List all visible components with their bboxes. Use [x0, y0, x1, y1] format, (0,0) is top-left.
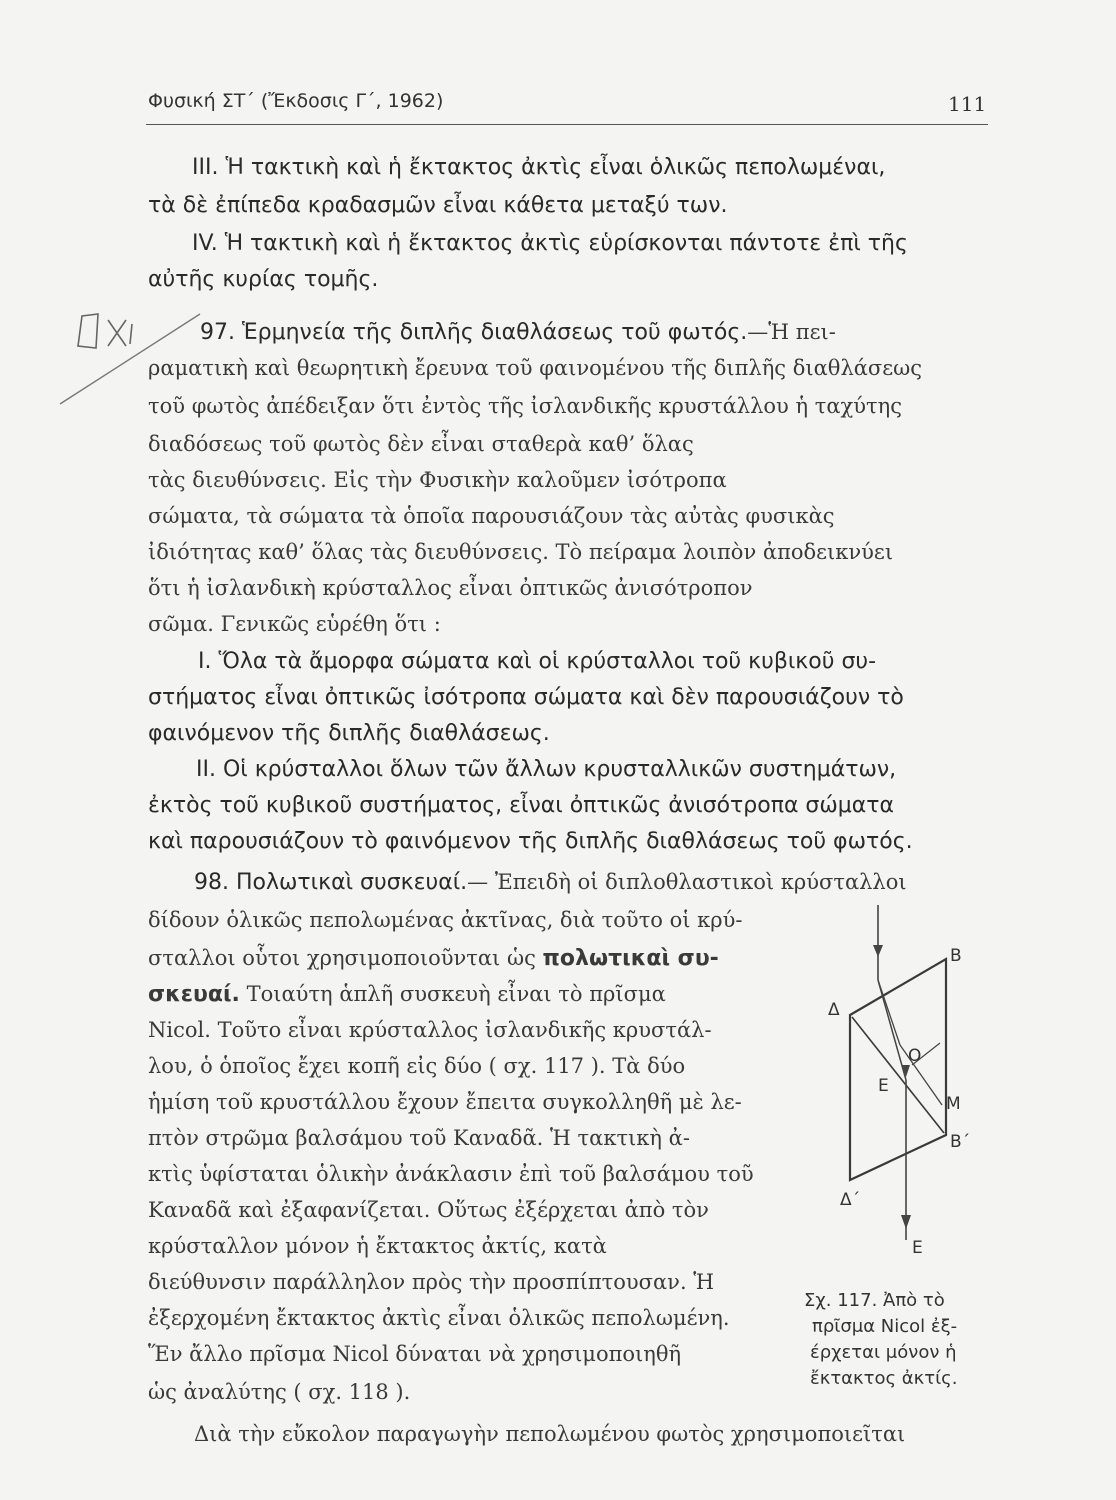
section-97-line-4: διαδόσεως τοῦ φωτὸς δὲν εἶναι σταθερὰ καθ’ ὅλας	[148, 432, 694, 456]
margin-note-text: Όχι	[78, 308, 80, 309]
figure-caption-line-4: ἔκτακτος ἀκτίς.	[810, 1368, 958, 1389]
section-98-line-3	[148, 944, 719, 973]
figure-caption-line-3: έρχεται μόνον ἡ	[810, 1342, 957, 1363]
section-97-line-7: ἰδιότητας καθ’ ὅλας τὰς διευθύνσεις. Τὸ πείραμα λοιπὸν ἀποδεικνύει	[148, 540, 894, 564]
item-iv-line-1: IV. Ἡ τακτικὴ καὶ ἡ ἔκτακτος ἀκτὶς εὑρίσκονται πάντοτε ἐπὶ τῆς	[192, 231, 908, 256]
section-98-line-6: λου, ὁ ὁποῖος ἔχει κοπῆ εἰς δύο ( σχ. 117 ). Τὰ δύο	[148, 1054, 686, 1078]
section-97-first-line	[200, 318, 836, 347]
section-98-first-line	[194, 868, 907, 897]
term-devices-end: σκευαί.	[148, 982, 240, 1007]
label-delta-prime: Δ΄	[840, 1190, 861, 1210]
section-98-line-15: ὡς ἀναλύτης ( σχ. 118 ).	[148, 1380, 411, 1404]
section-98-line-8: πτὸν στρῶμα βαλσάμου τοῦ Καναδᾶ. Ἡ τακτικὴ ἀ-	[148, 1126, 690, 1150]
term-polarizing-devices: πολωτικαὶ συ-	[542, 946, 719, 971]
section-98-line-2: δίδουν ὁλικῶς πεπολωμένας ἀκτῖνας, διὰ τοῦτο οἱ κρύ-	[148, 908, 743, 932]
section-98-line-14: Ἕν ἄλλο πρῖσμα Nicol δύναται νὰ χρησιμοποιηθῆ	[148, 1342, 682, 1366]
item-iii-line-2: τὰ δὲ ἐπίπεδα κραδασμῶν εἶναι κάθετα μεταξύ των.	[148, 193, 728, 218]
section-97-line-5: τὰς διευθύνσεις. Εἰς τὴν Φυσικὴν καλοῦμεν ἰσότροπα	[148, 468, 727, 492]
nicol-prism-figure	[800, 895, 1000, 1275]
section-98-line-13: ἐξερχομένη ἔκτακτος ἀκτὶς εἶναι ὁλικῶς πεπολωμένη.	[148, 1306, 730, 1330]
item-i-line-1: I. Ὅλα τὰ ἄμορφα σώματα καὶ οἱ κρύσταλλοι τοῦ κυβικοῦ συ-	[198, 649, 877, 674]
section-97-text-start: —Ἡ πει-	[747, 320, 836, 344]
section-97-line-2: ραματικὴ καὶ θεωρητικὴ ἔρευνα τοῦ φαινομένου τῆς διπλῆς διαθλάσεως	[148, 356, 923, 380]
incident-ray-arrow	[873, 945, 883, 957]
item-ii-line-2: ἐκτὸς τοῦ κυβικοῦ συστήματος, εἶναι ὀπτικῶς ἀνισότροπα σώματα	[148, 793, 895, 818]
prism-outline	[850, 959, 946, 1180]
section-98-text-start: — Ἐπειδὴ οἱ διπλοθλαστικοὶ κρύσταλλοι	[467, 870, 907, 894]
running-title: Φυσική ΣΤ΄ (Ἔκδοσις Γ΄, 1962)	[148, 90, 444, 112]
label-m: M	[946, 1094, 961, 1114]
section-98-line-4-text: Τοιαύτη ἁπλῆ συσκευὴ εἶναι τὸ πρῖσμα	[246, 982, 666, 1006]
item-i-line-2: στήματος εἶναι ὀπτικῶς ἰσότροπα σώματα καὶ δὲν παρουσιάζουν τὸ	[148, 685, 904, 710]
section-98-line-12: διεύθυνσιν παράλληλον πρὸς τὴν προσπίπτουσαν. Ἡ	[148, 1270, 715, 1294]
section-98-line-10: Καναδᾶ καὶ ἐξαφανίζεται. Οὕτως ἐξέρχεται ἀπὸ τὸν	[148, 1198, 709, 1222]
item-i-line-3: φαινόμενον τῆς διπλῆς διαθλάσεως.	[148, 721, 550, 746]
section-98-line-3-text: σταλλοι οὗτοι χρησιμοποιοῦνται ὡς	[148, 946, 536, 970]
label-e-inner: E	[878, 1076, 889, 1096]
section-97-line-6: σώματα, τὰ σώματα τὰ ὁποῖα παρουσιάζουν τὰς αὐτὰς φυσικὰς	[148, 504, 835, 528]
figure-caption-line-1: Σχ. 117. Ἀπὸ τὸ	[804, 1290, 945, 1311]
section-98-line-11: κρύσταλλον μόνον ἡ ἔκτακτος ἀκτίς, κατὰ	[148, 1234, 607, 1258]
label-b: B	[950, 946, 962, 966]
section-98-heading: 98. Πολωτικαὶ συσκευαί.	[194, 870, 468, 895]
section-97-line-9: σῶμα. Γενικῶς εὑρέθη ὅτι :	[148, 612, 441, 636]
page-number: 111	[948, 92, 987, 116]
section-97-heading: 97. Ἑρμηνεία τῆς διπλῆς διαθλάσεως τοῦ φωτός.	[200, 320, 748, 345]
label-e-out: E	[912, 1238, 923, 1258]
emergent-ray-arrow	[901, 1215, 911, 1229]
section-97-line-3: τοῦ φωτὸς ἀπέδειξαν ὅτι ἐντὸς τῆς ἰσλανδικῆς κρυστάλλου ἡ ταχύτης	[148, 394, 903, 418]
figure-caption-line-2: πρῖσμα Nicol ἐξ-	[812, 1316, 958, 1337]
section-97-line-8: ὅτι ἡ ἰσλανδικὴ κρύσταλλος εἶναι ὀπτικῶς ἀνισότροπον	[148, 576, 753, 600]
section-98-line-5: Nicol. Τοῦτο εἶναι κρύσταλλος ἰσλανδικῆς κρυστάλ-	[148, 1018, 712, 1042]
section-98-line-7: ἡμίση τοῦ κρυστάλλου ἔχουν ἔπειτα συγκολληθῆ μὲ λε-	[148, 1090, 742, 1114]
item-ii-line-1: II. Οἱ κρύσταλλοι ὅλων τῶν ἄλλων κρυσταλλικῶν συστημάτων,	[196, 757, 897, 782]
item-ii-line-3: καὶ παρουσιάζουν τὸ φαινόμενον τῆς διπλῆς διαθλάσεως τοῦ φωτός.	[148, 829, 913, 854]
item-iii-line-1: III. Ἡ τακτικὴ καὶ ἡ ἔκτακτος ἀκτὶς εἶναι ὁλικῶς πεπολωμέναι,	[192, 155, 886, 180]
label-b-prime: B΄	[950, 1132, 971, 1152]
section-98-line-4	[148, 980, 666, 1009]
label-delta: Δ	[828, 1000, 840, 1020]
balsam-cut	[852, 1017, 944, 1133]
section-98-line-9: κτὶς ὑφίσταται ὁλικὴν ἀνάκλασιν ἐπὶ τοῦ βαλσάμου τοῦ	[148, 1162, 754, 1186]
label-o: O	[908, 1046, 922, 1066]
header-rule	[146, 124, 988, 125]
last-line: Διὰ τὴν εὔκολον παραγωγὴν πεπολωμένου φωτὸς χρησιμοποιεῖται	[194, 1422, 906, 1446]
ordinary-ray	[878, 980, 900, 1045]
extraordinary-ray	[878, 980, 906, 1080]
item-iv-line-2: αὐτῆς κυρίας τομῆς.	[148, 267, 379, 292]
